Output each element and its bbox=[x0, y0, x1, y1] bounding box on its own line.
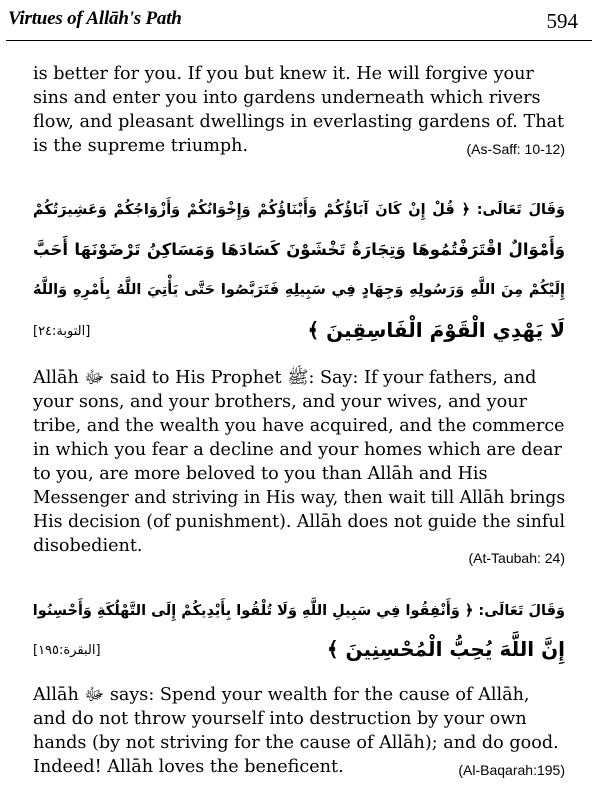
reference-as-saff: (As-Saff: 10-12) bbox=[466, 141, 565, 157]
paragraph-as-saff bbox=[33, 62, 565, 158]
arabic-line: وَأَمْوَالٌ اقْتَرَفْتُمُوهَا وَتِجَارَةٌ تَخْشَوْنَ كَسَادَهَا وَمَسَاكِنُ تَرْضَوْنَهَا أَحَبَّ bbox=[33, 240, 565, 259]
running-head: Virtues of Allāh's Path bbox=[8, 8, 182, 29]
text-line-with-reference bbox=[33, 134, 565, 158]
paragraph-at-taubah bbox=[33, 366, 566, 566]
page-header bbox=[6, 0, 592, 41]
text-line: is better for you. If you but knew it. He will forgive your bbox=[33, 64, 534, 84]
reference-at-taubah: (At-Taubah: 24) bbox=[468, 550, 565, 566]
paragraph-al-baqarah bbox=[33, 683, 565, 779]
text-line: tribe, and the wealth you have acquired, and the commerce bbox=[33, 416, 565, 436]
arabic-reference-at-taubah: [التوبة:٢٤] bbox=[33, 324, 91, 339]
text-line: your sons, and your brothers, and your wives, and your bbox=[33, 392, 528, 412]
text-line-with-reference bbox=[33, 534, 565, 566]
text-line: disobedient. bbox=[33, 536, 143, 556]
arabic-line: لَا يَهْدِي الْقَوْمَ الْفَاسِقِينَ ﴾ bbox=[307, 318, 565, 342]
reference-al-baqarah: (Al-Baqarah:195) bbox=[458, 762, 565, 778]
arabic-line: إِنَّ اللَّهَ يُحِبُّ الْمُحْسِنِينَ ﴾ bbox=[326, 637, 565, 661]
arabic-line-with-reference bbox=[33, 630, 565, 668]
arabic-reference-al-baqarah: [البقرة:١٩٥] bbox=[33, 643, 101, 658]
text-line: hands (by not striving for the cause of Allāh); and do good. bbox=[33, 733, 559, 753]
text-line: in which you fear a decline and your homes which are dear bbox=[33, 440, 562, 460]
text-line: sins and enter you into gardens underneath which rivers bbox=[33, 88, 541, 108]
arabic-line-with-reference bbox=[33, 310, 565, 350]
page-number: 594 bbox=[546, 9, 578, 33]
text-line: Indeed! Allāh loves the beneficent. bbox=[33, 757, 344, 777]
text-line: Allāh ﷻ said to His Prophet ﷺ: Say: If your fathers, and bbox=[33, 368, 537, 388]
text-line: flow, and pleasant dwellings in everlasting gardens of. That bbox=[33, 112, 565, 132]
arabic-verse-al-baqarah bbox=[33, 592, 565, 668]
text-line: His decision (of punishment). Allāh does not guide the sinful bbox=[33, 512, 566, 532]
arabic-line: وَقَالَ تَعَالَى: ﴿ قُلْ إِنْ كَانَ آبَاؤُكُمْ وَأَبْنَاؤُكُمْ وَإِخْوَانُكُمْ وَأَزْوَاجُكُمْ وَعَشِيرَتُكُمْ bbox=[33, 202, 565, 218]
arabic-line: إِلَيْكُمْ مِنَ اللَّهِ وَرَسُولِهِ وَجِهَادٍ فِي سَبِيلِهِ فَتَرَبَّصُوا حَتَّى يَأْتِيَ اللَّهُ بِأَمْرِهِ وَاللَّهُ bbox=[33, 282, 565, 298]
arabic-line: وَقَالَ تَعَالَى: ﴿ وَأَنْفِقُوا فِي سَبِيلِ اللَّهِ وَلَا تُلْقُوا بِأَيْدِيكُمْ إِلَى التَّهْلُكَةِ وَأَحْسِنُوا bbox=[33, 603, 565, 619]
text-line: is the supreme triumph. bbox=[33, 136, 249, 156]
text-line: and do not throw yourself into destruction by your own bbox=[33, 709, 527, 729]
arabic-verse-at-taubah bbox=[33, 190, 565, 350]
text-line-with-reference bbox=[33, 755, 565, 779]
text-line: to you, are more beloved to you than Allāh and His bbox=[33, 464, 488, 484]
text-line: Allāh ﷻ says: Spend your wealth for the cause of Allāh, bbox=[33, 685, 530, 705]
text-line: Messenger and striving in His way, then wait till Allāh brings bbox=[33, 488, 566, 508]
